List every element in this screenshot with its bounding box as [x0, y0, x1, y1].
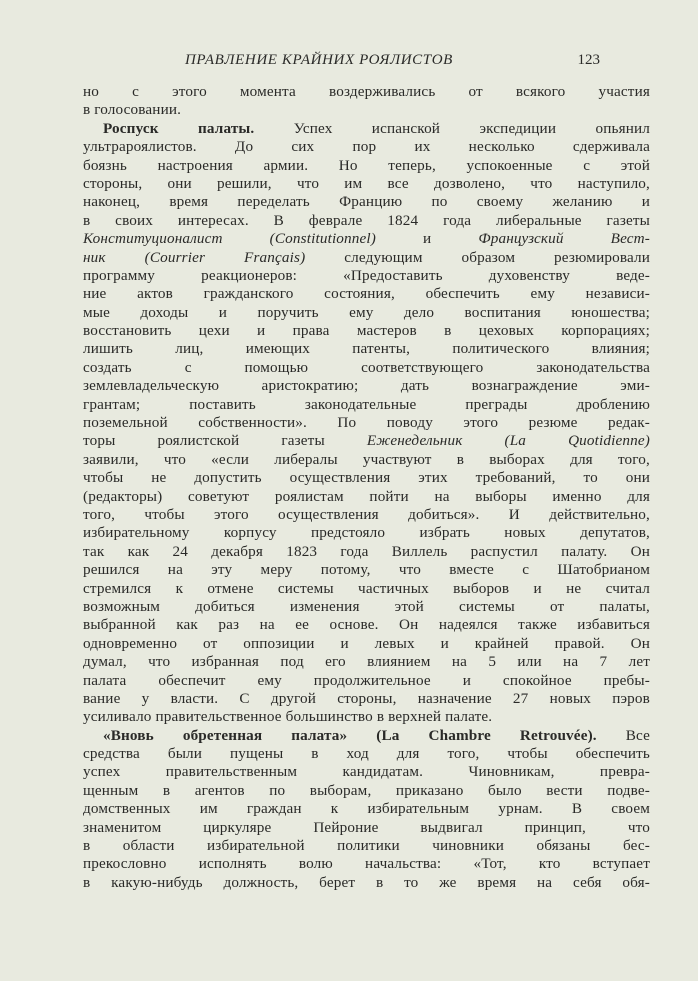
text-line — [83, 727, 650, 745]
text-segment: ультрароялистов. До сих пор их несколько сдерживала — [83, 138, 650, 156]
text-line — [83, 653, 650, 671]
text-segment: но с этого момента воздерживались от всякого участия — [83, 83, 650, 100]
text-line — [83, 230, 650, 248]
text-segment: восстановить цехи и права мастеров в цеховых корпорациях; — [83, 322, 650, 340]
text-segment: возможным добиться изменения этой системы от палаты, — [83, 597, 650, 615]
text-segment: успех правительственным кандидатам. Чиновникам, превра- — [83, 763, 650, 781]
text-segment: стороны, они решили, что им все дозволено, что наступило, — [83, 174, 650, 192]
text-segment: прекословно исполнять волю начальства: «Тот, кто вступает — [83, 855, 650, 873]
text-line — [83, 267, 650, 285]
text-line — [83, 120, 650, 138]
body-text — [83, 83, 650, 892]
text-line — [83, 763, 650, 781]
text-line — [83, 874, 650, 892]
text-segment: лишить лиц, имеющих патенты, политического влияния; — [83, 340, 650, 358]
text-line — [83, 175, 650, 193]
text-segment: Все — [596, 726, 650, 744]
text-segment: мые доходы и поручить ему дело воспитания юношества; — [83, 303, 650, 321]
text-line — [83, 377, 650, 395]
text-line — [83, 800, 650, 818]
text-line — [83, 488, 650, 506]
text-line — [83, 616, 650, 634]
text-segment: усиливало правительственное большинство в верхней палате. — [83, 708, 493, 726]
text-line — [83, 561, 650, 579]
text-segment: создать с помощью соответствующего законодательства — [83, 358, 650, 376]
text-line — [83, 451, 650, 469]
italic-text: Конституционалист (Constitutionnel) — [83, 230, 377, 248]
text-segment: в какую-нибудь должность, берет в то же время на себя обя- — [83, 873, 650, 891]
text-line — [83, 212, 650, 230]
text-segment: ние актов гражданского состояния, обеспечить ему независи- — [83, 285, 650, 303]
text-segment: думал, что избранная под его влиянием на 5 или на 7 лет — [83, 653, 650, 671]
text-segment: щенным в агентов по выборам, приказано было вести подве- — [83, 781, 650, 799]
text-segment: поземельной собственности». По поводу этого резюме редак- — [83, 414, 650, 432]
text-line — [83, 782, 650, 800]
text-line — [83, 745, 650, 763]
italic-text: Еженедельник (La Quotidienne) — [366, 432, 650, 450]
text-segment: одновременно от оппозиции и левых и крайней правой. Он — [83, 634, 650, 652]
text-segment: решился на эту меру потому, что вместе с Шатобрианом — [83, 561, 650, 579]
text-segment: (редакторы) советуют роялистам пойти на выборы именно для — [83, 487, 650, 505]
text-segment: торы роялистской газеты — [83, 432, 367, 450]
text-segment: в своих интересах. В феврале 1824 года либеральные газеты — [83, 211, 650, 229]
text-segment: избирательному корпусу предстояло избрать новых депутатов, — [83, 524, 650, 542]
text-line — [83, 138, 650, 156]
text-line — [83, 285, 650, 303]
text-segment: грантам; поставить законодательные преграды дроблению — [83, 395, 650, 413]
italic-text: Французский Вест- — [478, 230, 650, 248]
text-segment: домственных им граждан к избирательным урнам. В своем — [83, 800, 650, 818]
text-segment: того, чтобы этого осуществления добиться». И действительно, — [83, 505, 650, 523]
text-line — [83, 340, 650, 358]
text-segment: так как 24 декабря 1823 года Виллель распустил палату. Он — [83, 542, 650, 560]
text-line — [83, 101, 650, 119]
text-line — [83, 543, 650, 561]
text-segment: и — [376, 230, 479, 248]
text-segment: средства были пущены в ход для того, чтобы обеспечить — [83, 745, 650, 763]
italic-text: ник (Courrier Français) — [83, 248, 306, 266]
text-segment: палата обеспечит ему продолжительное и спокойное пребы- — [83, 671, 650, 689]
text-segment: знаменитом циркуляре Пейроние выдвигал принцип, что — [83, 818, 650, 836]
text-line — [83, 580, 650, 598]
text-line — [83, 837, 650, 855]
text-line — [83, 414, 650, 432]
text-line — [83, 524, 650, 542]
text-line — [83, 432, 650, 450]
bold-text: Роспуск палаты. — [103, 119, 255, 137]
text-line — [83, 396, 650, 414]
text-line — [83, 249, 650, 267]
text-line — [83, 506, 650, 524]
text-segment: заявили, что «если либералы участвуют в выборах для того, — [83, 450, 650, 468]
text-line — [83, 819, 650, 837]
text-segment: в области избирательной политики чиновники обязаны бес- — [83, 837, 650, 855]
running-title: ПРАВЛЕНИЕ КРАЙНИХ РОЯЛИСТОВ — [185, 52, 453, 68]
text-segment: наконец, время переделать Францию по своему желанию и — [83, 193, 650, 211]
running-header — [83, 52, 650, 72]
text-line — [83, 193, 650, 211]
text-segment: программу реакционеров: «Предоставить духовенству веде- — [83, 266, 650, 284]
text-segment: вание у власти. С другой стороны, назначение 27 новых пэров — [83, 689, 650, 707]
text-segment: боязнь настроения армии. Но теперь, успокоенные с этой — [83, 156, 650, 174]
text-line — [83, 690, 650, 708]
text-line — [83, 598, 650, 616]
text-line — [83, 635, 650, 653]
text-line — [83, 322, 650, 340]
text-segment: Успех испанской экспедиции опьянил — [254, 119, 651, 137]
text-line — [83, 672, 650, 690]
text-segment: чтобы не допустить осуществления этих требований, то они — [83, 469, 650, 487]
text-segment: в голосовании. — [83, 101, 182, 119]
text-line — [83, 304, 650, 322]
text-line — [83, 83, 650, 101]
text-line — [83, 708, 650, 726]
text-line — [83, 469, 650, 487]
bold-text: «Вновь обретенная палата» (La Chambre Retrouvée). — [103, 726, 597, 744]
text-line — [83, 855, 650, 873]
text-segment: землевладельческую аристократию; дать вознаграждение эми- — [83, 377, 650, 395]
text-line — [83, 157, 650, 175]
page-number: 123 — [577, 52, 600, 68]
text-segment: выбранной как раз на ее основе. Он надеялся также избавиться — [83, 616, 650, 634]
text-line — [83, 359, 650, 377]
text-segment: следующим образом резюмировали — [305, 248, 650, 266]
text-segment: стремился к отмене системы частичных выборов и не считал — [83, 579, 650, 597]
